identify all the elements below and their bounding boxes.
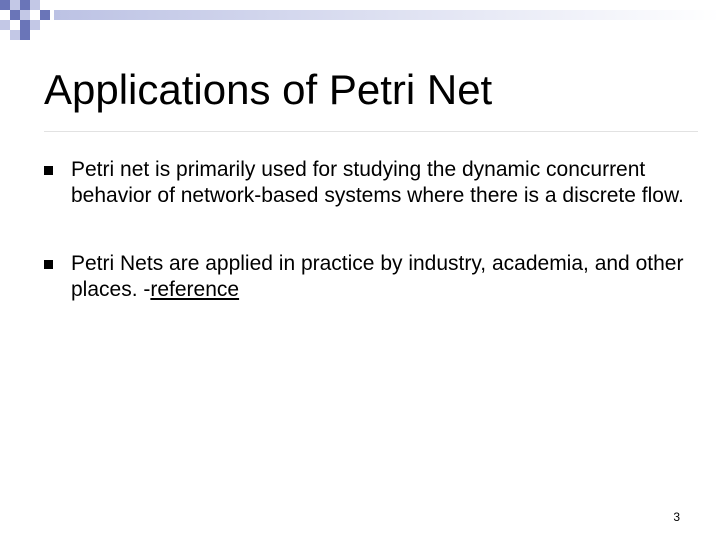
deco-square (20, 0, 30, 10)
deco-square (10, 30, 20, 40)
header-decoration (0, 0, 720, 50)
deco-square (20, 10, 30, 20)
slide-title: Applications of Petri Net (44, 66, 493, 113)
bullet-list (44, 157, 684, 303)
reference-link[interactable]: reference (150, 278, 240, 301)
bullet-item (44, 157, 684, 209)
deco-square (10, 0, 20, 10)
square-bullet-icon (44, 166, 53, 175)
square-bullet-icon (44, 260, 53, 269)
deco-square (0, 20, 10, 30)
title-divider (44, 131, 698, 132)
deco-square (0, 0, 10, 10)
page-number: 3 (673, 510, 680, 524)
deco-square (30, 0, 40, 10)
header-gradient-band (54, 10, 720, 20)
deco-square (30, 20, 40, 30)
bullet-text: Petri net is primarily used for studying the dynamic concurrent behavior of network-based systems where there is a discrete flow. (71, 158, 684, 207)
bullet-item (44, 251, 684, 303)
deco-square (40, 10, 50, 20)
bullet-text: Petri Nets are applied in practice by industry, academia, and other places. - (71, 252, 684, 301)
deco-square (20, 30, 30, 40)
deco-square (10, 10, 20, 20)
deco-square (20, 20, 30, 30)
